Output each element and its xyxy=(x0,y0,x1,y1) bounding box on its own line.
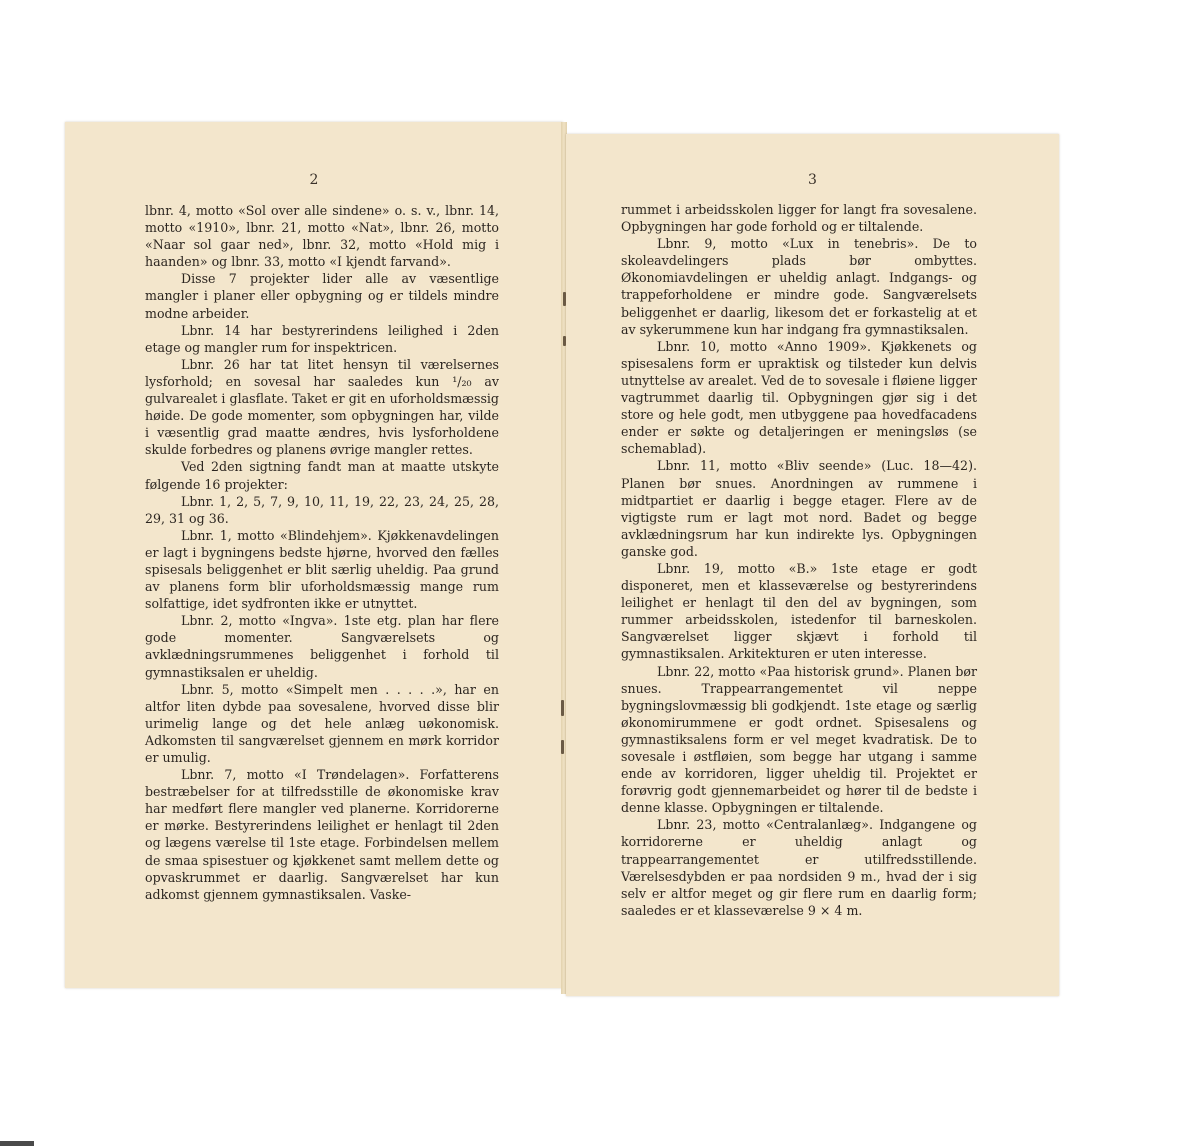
paragraph: Lbnr. 1, motto «Blindehjem». Kjøkkenavdelingen er lagt i bygningens bedste hjørne, hvorved den fælles spisesals beliggenhet er blit særlig uheldig. Paa grund av planens form blir uforholdsmæssig mange rum solfattige, idet sydfronten ikke er utnyttet. xyxy=(145,527,499,612)
paragraph: Lbnr. 11, motto «Bliv seende» (Luc. 18—42). Planen bør snues. Anordningen av rummene i midtpartiet er daarlig i begge etager. Flere av de vigtigste rum er lagt mot nord. Badet og begge avklædningsrum har kun indirekte lys. Opbygningen ganske god. xyxy=(621,458,977,559)
binding-stitch xyxy=(561,740,564,754)
paragraph: rummet i arbeidsskolen ligger for langt fra sovesalene. Opbygningen har gode forhold og er tiltalende. xyxy=(621,202,977,235)
left-page-text xyxy=(145,202,499,903)
binding-stitch xyxy=(561,700,564,716)
paragraph: Lbnr. 14 har bestyrerindens leilighed i 2den etage og mangler rum for inspektricen. xyxy=(145,322,499,355)
page-number: 3 xyxy=(808,172,817,188)
paragraph: Lbnr. 19, motto «B.» 1ste etage er godt disponeret, men et klasseværelse og bestyrerindens leilighet er henlagt til den del av bygningen, som rummer arbeidsskolen, istedenfor til barneskolen. Sangværelset ligger skjævt i forhold til gymnastiksalen. Arkitekturen er uten interesse. xyxy=(621,560,977,662)
paragraph: Lbnr. 7, motto «I Trøndelagen». Forfatterens bestræbelser for at tilfredsstille de økonomiske krav har medført flere mangler ved planerne. Korridorerne er mørke. Bestyrerindens leilighet er henlagt til 2den og lægens værelse til 1ste etage. Forbindelsen mellem de smaa spisestuer og kjøkkenet samt mellem dette og opvaskrummet er daarlig. Sangværelset har kun adkomst gjennem gymnastiksalen. Vaske- xyxy=(145,767,499,902)
right-page-text xyxy=(621,201,977,919)
paragraph: Lbnr. 5, motto «Simpelt men . . . . .», har en altfor liten dybde paa sovesalene, hvorved disse blir urimelig lange og det hele anlæg uøkonomisk. Adkomsten til sangværelset gjennem en mørk korridor er umulig. xyxy=(145,681,499,765)
paragraph: Ved 2den sigtning fandt man at maatte utskyte følgende 16 projekter: xyxy=(145,459,499,492)
paragraph: Lbnr. 9, motto «Lux in tenebris». De to skoleavdelingers plads bør ombyttes. Økonomiavdelingen er uheldig anlagt. Indgangs- og trappeforholdene er mindre gode. Sangværelsets beliggenhet er daarlig, likesom det er forkastelig at et av sykerummene kun har indgang fra gymnastiksalen. xyxy=(621,236,977,337)
paragraph: lbnr. 4, motto «Sol over alle sindene» o. s. v., lbnr. 14, motto «1910», lbnr. 21, motto «Nat», lbnr. 26, motto «Naar sol gaar ned», lbnr. 32, motto «Hold mig i haanden» og lbnr. 33, motto «I kjendt farvand». xyxy=(145,203,499,270)
paragraph: Lbnr. 22, motto «Paa historisk grund». Planen bør snues. Trappearrangementet vil neppe bygningslovmæssig bli godkjendt. 1ste etage og særlig økonomirummene er godt ordnet. Spisesalens og gymnastiksalens form er vel meget kvadratisk. De to sovesale i østfløien, som begge har utgang i samme ende av korridoren, ligger uheldig til. Projektet er forøvrig godt gjennemarbeidet og hører til de bedste i denne klasse. Opbygningen er tiltalende. xyxy=(621,663,977,816)
paragraph: Lbnr. 26 har tat litet hensyn til værelsernes lysforhold; en sovesal har saaledes kun ¹/₂₀ av gulvarealet i glasflate. Taket er git en uforholdsmæssig høide. De gode momenter, som opbygningen har, vilde i væsentlig grad maatte ændres, hvis lysforholdene skulde forbedres og planens øvrige mangler rettes. xyxy=(145,356,499,458)
paragraph: Lbnr. 1, 2, 5, 7, 9, 10, 11, 19, 22, 23, 24, 25, 28, 29, 31 og 36. xyxy=(145,493,499,526)
paragraph: Disse 7 projekter lider alle av væsentlige mangler i planer eller opbygning og er tildels mindre modne arbeider. xyxy=(145,271,499,321)
right-page xyxy=(566,134,1059,996)
paragraph: Lbnr. 23, motto «Centralanlæg». Indgangene og korridorerne er uheldig anlagt og trappearrangementet er utilfredsstillende. Værelsesdybden er paa nordsiden 9 m., hvad der i sig selv er altfor meget og gir flere rum en daarlig form; saaledes er et klasseværelse 9 × 4 m. xyxy=(621,817,977,918)
left-page xyxy=(65,122,563,988)
paragraph: Lbnr. 2, motto «Ingva». 1ste etg. plan har flere gode momenter. Sangværelsets og avklædningsrummenes beliggenhet i forhold til gymnastiksalen er uheldig. xyxy=(145,613,499,680)
scan-edge-mark xyxy=(0,1141,34,1146)
page-number: 2 xyxy=(309,172,319,188)
paragraph: Lbnr. 10, motto «Anno 1909». Kjøkkenets og spisesalens form er upraktisk og tilsteder kun delvis utnyttelse av arealet. Ved de to sovesale i fløiene ligger vagtrummet daarlig til. Opbygningen gjør sig i det store og hele godt, men utbyggene paa hovedfacadens ender er søkte og detaljeringen er meningsløs (se schemablad). xyxy=(621,338,977,457)
